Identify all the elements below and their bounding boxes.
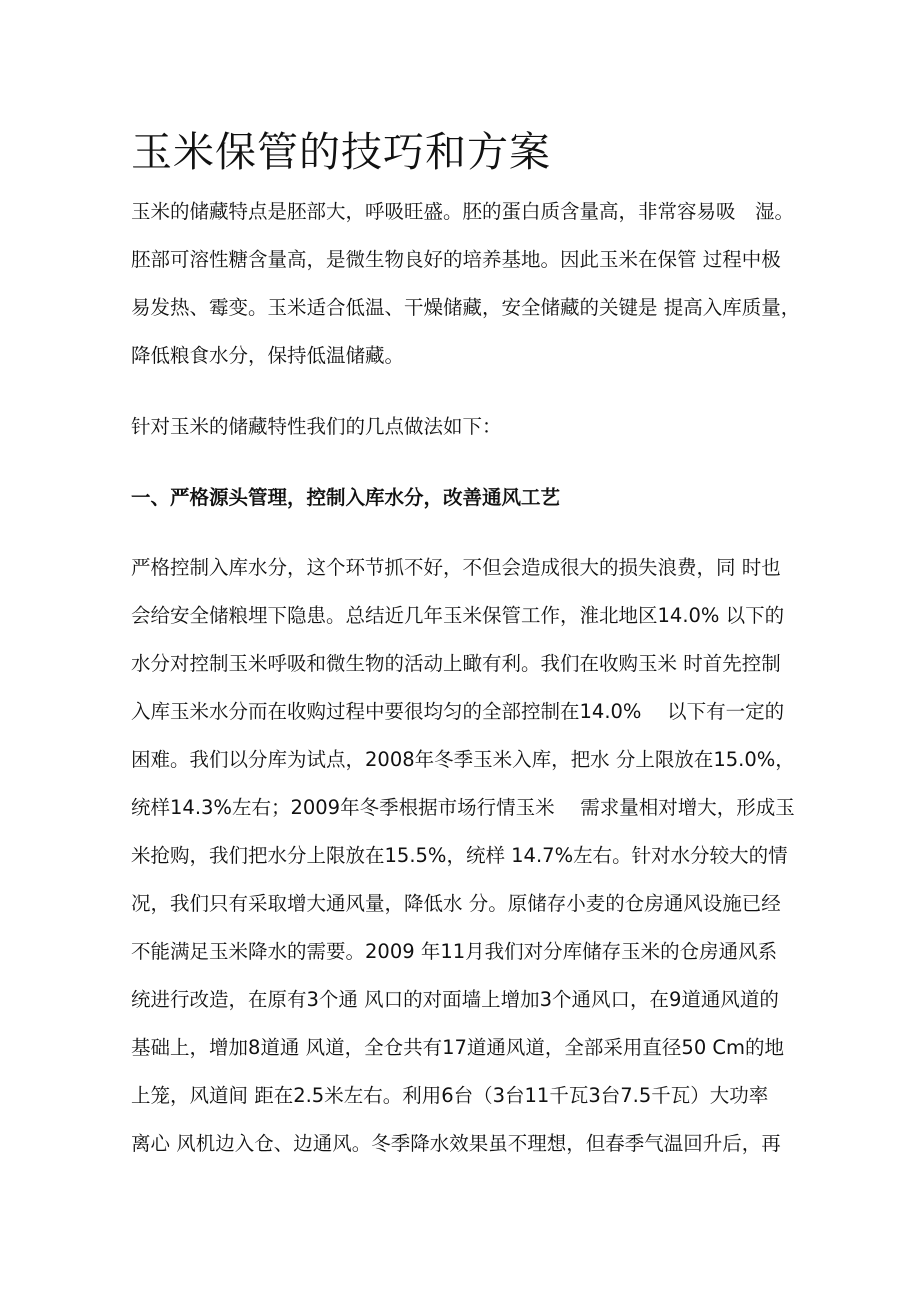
body-line: 困难。我们以分库为试点，2008年冬季玉米入库，把水 分上限放在15.0%，: [131, 748, 795, 771]
body-line: 况，我们只有采取增大通风量，降低水 分。原储存小麦的仓房通风设施已经: [131, 892, 781, 915]
lead-in-text: 针对玉米的储藏特性我们的几点做法如下：: [131, 415, 502, 438]
body-line: 上笼，风道间 距在2.5米左右。利用6台（3台11千瓦3台7.5千瓦）大功率: [131, 1084, 769, 1107]
intro-line: 降低粮食水分，保持低温储藏。: [131, 344, 405, 367]
document-title: 玉米保管的技巧和方案: [131, 128, 551, 176]
body-line: 统进行改造，在原有3个通 风口的对面墙上增加3个通风口，在9道通风道的: [131, 988, 779, 1011]
intro-line: 易发热、霉变。玉米适合低温、干燥储藏，安全储藏的关键是 提高入库质量，: [131, 296, 801, 319]
intro-line: 胚部可溶性糖含量高，是微生物良好的培养基地。因此玉米在保管 过程中极: [131, 248, 781, 271]
body-line: 离心 风机边入仓、边通风。冬季降水效果虽不理想，但春季气温回升后，再: [131, 1132, 781, 1155]
body-line: 基础上，增加8道通 风道，全仓共有17道通风道，全部采用直径50 Cm的地: [131, 1036, 785, 1059]
body-line: 米抢购，我们把水分上限放在15.5%，统样 14.7%左右。针对水分较大的情: [131, 844, 788, 867]
body-line: 入库玉米水分而在收购过程中要很均匀的全部控制在14.0% 以下有一定的: [131, 700, 785, 723]
body-line: 严格控制入库水分，这个环节抓不好，不但会造成很大的损失浪费，同 时也: [131, 556, 781, 579]
body-line: 水分对控制玉米呼吸和微生物的活动上瞰有利。我们在收购玉米 时首先控制: [131, 652, 781, 675]
body-line: 统样14.3%左右；2009年冬季根据市场行情玉米 需求量相对增大，形成玉: [131, 796, 795, 819]
intro-line: 玉米的储藏特点是胚部大，呼吸旺盛。胚的蛋白质含量高，非常容易吸 湿。: [131, 200, 795, 223]
section-heading: 一、严格源头管理，控制入库水分，改善通风工艺: [131, 486, 561, 509]
body-line: 不能满足玉米降水的需要。2009 年11月我们对分库储存玉米的仓房通风系: [131, 940, 778, 963]
body-line: 会给安全储粮埋下隐患。总结近几年玉米保管工作，淮北地区14.0% 以下的: [131, 604, 785, 627]
